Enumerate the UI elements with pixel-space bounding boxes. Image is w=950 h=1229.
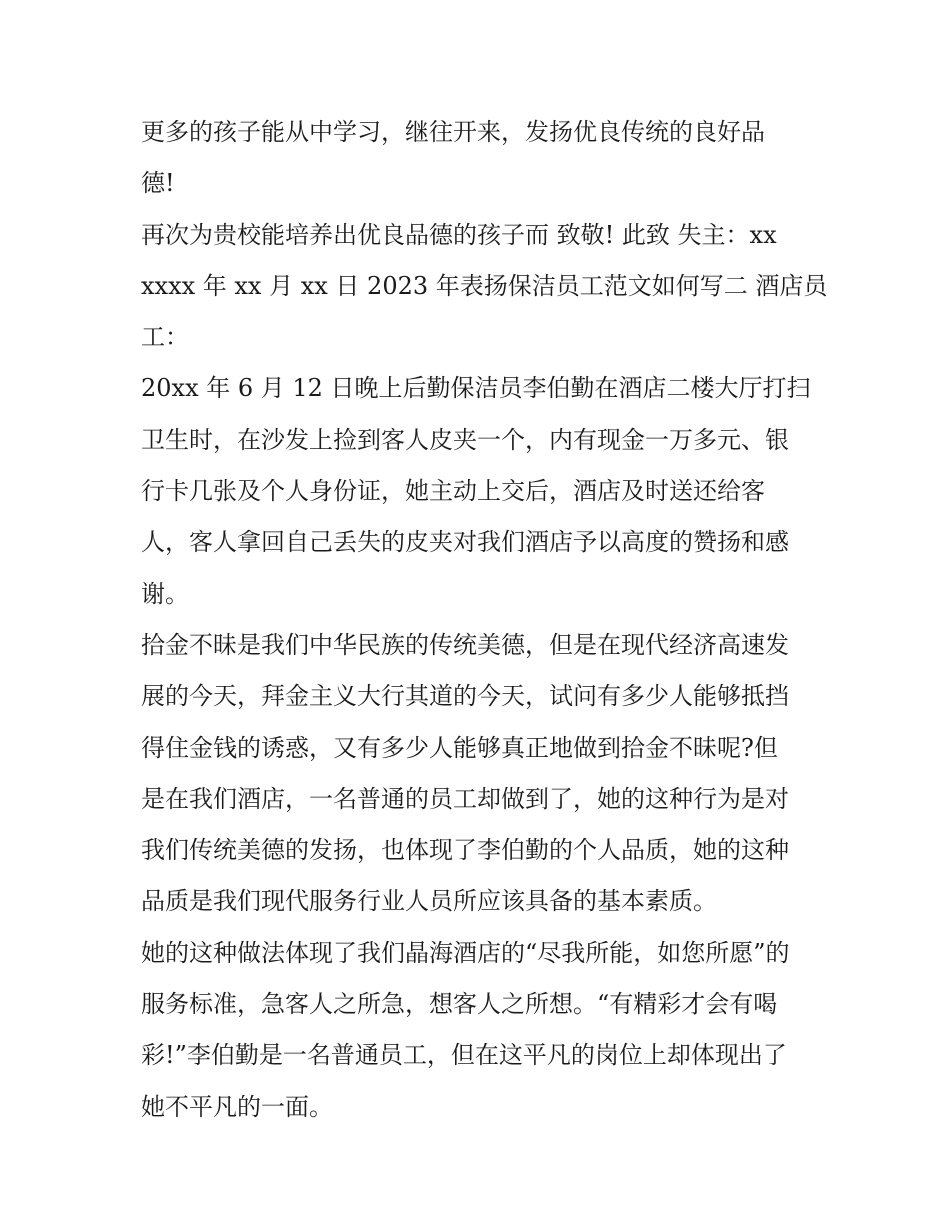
- text-line: 她的这种做法体现了我们晶海酒店的“尽我所能，如您所愿”的: [141, 938, 790, 967]
- text-line: 是在我们酒店，一名普通的员工却做到了，她的这种行为是对: [141, 784, 789, 813]
- text-line: 她不平凡的一面。: [141, 1092, 333, 1121]
- text-line: 卫生时，在沙发上捡到客人皮夹一个，内有现金一万多元、银: [141, 425, 789, 454]
- text-line: 彩!”李伯勤是一名普通员工，但在这平凡的岗位上却体现出了: [141, 1041, 787, 1070]
- text-line: 行卡几张及个人身份证，她主动上交后，酒店及时送还给客: [141, 477, 765, 506]
- text-line: 服务标准，急客人之所急，想客人之所想。“有精彩才会有喝: [141, 990, 778, 1019]
- text-line: 我们传统美德的发扬，也体现了李伯勤的个人品质，她的这种: [141, 836, 789, 865]
- text-line: 展的今天，拜金主义大行其道的今天，试问有多少人能够抵挡: [141, 682, 789, 711]
- text-line: xxxx 年 xx 月 xx 日 2023 年表扬保洁员工范文如何写二 酒店员: [141, 271, 828, 300]
- text-line: 更多的孩子能从中学习，继往开来，发扬优良传统的良好品: [141, 118, 765, 146]
- text-line: 再次为贵校能培养出优良品德的孩子而 致敬! 此致 失主：xx: [141, 220, 777, 249]
- text-line: 人，客人拿回自己丢失的皮夹对我们酒店予以高度的赞扬和感: [141, 528, 789, 557]
- document-body: [141, 107, 828, 1133]
- text-line: 工：: [141, 323, 189, 352]
- text-line: 谢。: [141, 579, 189, 608]
- text-line: 得住金钱的诱惑，又有多少人能够真正地做到拾金不昧呢?但: [141, 733, 778, 762]
- text-line: 品质是我们现代服务行业人员所应该具备的基本素质。: [141, 887, 717, 916]
- text-line: 拾金不昧是我们中华民族的传统美德，但是在现代经济高速发: [141, 630, 789, 659]
- text-line: 20xx 年 6 月 12 日晚上后勤保洁员李伯勤在酒店二楼大厅打扫: [141, 374, 811, 403]
- text-line: 德!: [141, 169, 175, 198]
